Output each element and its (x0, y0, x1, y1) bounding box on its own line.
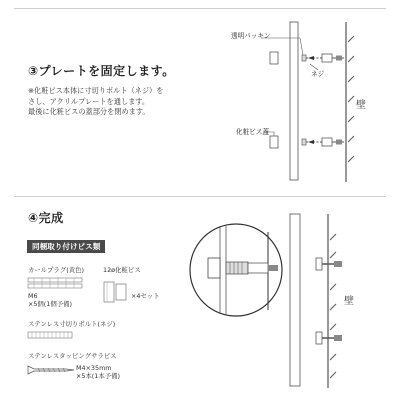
parts-header: 同梱取り付けビス類 (27, 240, 105, 253)
bolt-label: ステンレス寸切りボルト(ネジ) (28, 320, 116, 328)
step3-line-3: 最後に化粧ビスの蓋部分を閉めます。 (28, 107, 150, 116)
tapping-label: ステンレスタッピングサラビス (28, 352, 117, 360)
step3-line-1: ※化粧ビス本体に寸切りボルト（ネジ）を (28, 86, 164, 95)
plug-label: カールプラグ(黄色) (28, 266, 84, 274)
step4-wall-label: 壁 (344, 296, 354, 307)
step3-wall-label: 壁 (356, 100, 366, 111)
label-packing: 透明パッキン (231, 32, 271, 40)
screw12-qty: ×4セット (131, 292, 160, 300)
label-cap: 化粧ビス蓋 (236, 128, 269, 136)
plug-spec-1: M6 (28, 292, 38, 300)
label-screw: ネジ (311, 70, 325, 78)
step3-title: ③プレートを固定します。 (28, 64, 175, 78)
screw12-label: 12ø化粧ビス (103, 266, 141, 274)
tapping-spec-1: M4×35mm (76, 364, 112, 372)
step4-title: ④完成 (28, 211, 64, 225)
step3-line-2: さし、アクリルプレートを通します。 (28, 96, 150, 106)
tapping-spec-2: ×5本(1本予備) (76, 372, 121, 380)
plug-spec-2: ×5個(1個予備) (28, 300, 73, 308)
